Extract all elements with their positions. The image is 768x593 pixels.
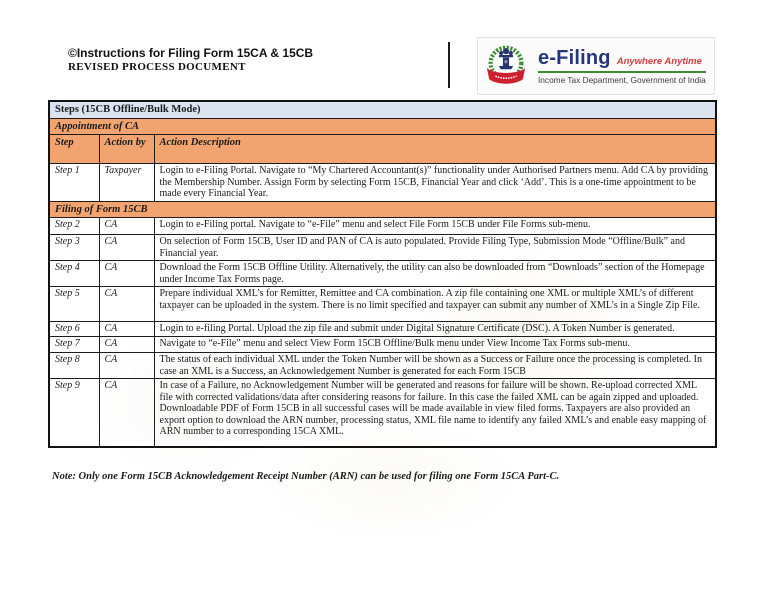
section-label: Appointment of CA — [49, 118, 716, 135]
step-cell: Step 7 — [49, 337, 99, 353]
actor-cell: CA — [99, 261, 154, 287]
document-title: ©Instructions for Filing Form 15CA & 15CB — [68, 46, 314, 60]
efiling-logo — [477, 37, 715, 95]
header-divider — [448, 42, 450, 88]
step-cell: Step 1 — [49, 164, 99, 202]
description-cell: Login to e-Filing portal. Navigate to “e-File” menu and select File Form 15CB under File Forms sub-menu. — [154, 218, 716, 235]
document-header — [68, 46, 313, 74]
logo-rule — [538, 71, 706, 73]
steps-table — [48, 100, 717, 448]
table-title-row — [49, 101, 716, 118]
logo-subtitle: Income Tax Department, Government of India — [538, 75, 706, 85]
table-row-step-8 — [49, 353, 716, 379]
table-row-step-4 — [49, 261, 716, 287]
section-row-filing — [49, 201, 716, 218]
table-row-step-6 — [49, 322, 716, 337]
column-header-step: Step — [49, 135, 99, 164]
step-cell: Step 4 — [49, 261, 99, 287]
table-row-step-2 — [49, 218, 716, 235]
step-cell: Step 3 — [49, 235, 99, 261]
description-cell: Login to e-Filing Portal. Navigate to “My Chartered Accountant(s)” functionality under Authorised Partners menu. Add CA by providing the Membership Number. Assign Form by selecting Form 15CB, Financial Year and click ‘Add’. This is a one-time appointment to be made every Financial Year. — [154, 164, 716, 202]
actor-cell: CA — [99, 353, 154, 379]
logo-brand: e-Filing — [538, 47, 611, 69]
description-cell: Download the Form 15CB Offline Utility. Alternatively, the utility can also be downloaded from “Downloads” section of the Homepage under Income Tax Forms page. — [154, 261, 716, 287]
footer-note: Note: Only one Form 15CB Acknowledgement Receipt Number (ARN) can be used for filing one Form 15CA Part-C. — [52, 471, 560, 482]
actor-cell: CA — [99, 337, 154, 353]
step-cell: Step 5 — [49, 287, 99, 322]
table-row-step-5 — [49, 287, 716, 322]
document-subtitle: REVISED PROCESS DOCUMENT — [68, 61, 246, 73]
step-cell: Step 2 — [49, 218, 99, 235]
step-cell: Step 9 — [49, 379, 99, 447]
actor-cell: CA — [99, 379, 154, 447]
column-header-action-by: Action by — [99, 135, 154, 164]
column-header-row — [49, 135, 716, 164]
actor-cell: Taxpayer — [99, 164, 154, 202]
step-cell: Step 6 — [49, 322, 99, 337]
step-cell: Step 8 — [49, 353, 99, 379]
table-row-step-3 — [49, 235, 716, 261]
description-cell: On selection of Form 15CB, User ID and PAN of CA is auto populated. Provide Filing Type, Submission Mode “Offline/Bulk” and Financial year. — [154, 235, 716, 261]
actor-cell: CA — [99, 287, 154, 322]
description-cell: Login to e-filing Portal. Upload the zip file and submit under Digital Signature Certificate (DSC). A Token Number is generated. — [154, 322, 716, 337]
ashoka-emblem-icon — [483, 42, 529, 90]
description-cell: Navigate to “e-File” menu and select View Form 15CB Offline/Bulk menu under View Income Tax Forms sub-menu. — [154, 337, 716, 353]
description-cell: Prepare individual XML’s for Remitter, Remittee and CA combination. A zip file containing one XML or multiple XML’s of different taxpayer can be uploaded in the system. There is no limit specified and taxpayer can submit any number of XML’s in a Single Zip File. — [154, 287, 716, 322]
actor-cell: CA — [99, 322, 154, 337]
description-cell: The status of each individual XML under the Token Number will be shown as a Success or Failure once the processing is completed. In case an XML is a Success, an Acknowledgement Number is generated for each Form 15CB — [154, 353, 716, 379]
description-cell: In case of a Failure, no Acknowledgement Number will be generated and reasons for failure will be shown. Re-upload corrected XML file with corrected validations/data after considering reasons for failure. In this case the failed XML can be again zipped and uploaded. Downloadable PDF of Form 15CB in all successful cases will be made available in view filed forms. Taxpayers are also provided an export option to download the ARN number, processing status, XML file name to identify any failed XML’s and enable easy mapping of ARN number to a corresponding 15CA XML. — [154, 379, 716, 447]
logo-text-block — [538, 47, 706, 85]
section-label: Filing of Form 15CB — [49, 201, 716, 218]
table-row-step-1 — [49, 164, 716, 202]
actor-cell: CA — [99, 218, 154, 235]
table-row-step-9 — [49, 379, 716, 447]
column-header-description: Action Description — [154, 135, 716, 164]
logo-tagline: Anywhere Anytime — [616, 56, 702, 67]
table-row-step-7 — [49, 337, 716, 353]
table-title: Steps (15CB Offline/Bulk Mode) — [49, 101, 716, 118]
actor-cell: CA — [99, 235, 154, 261]
section-row-appointment — [49, 118, 716, 135]
